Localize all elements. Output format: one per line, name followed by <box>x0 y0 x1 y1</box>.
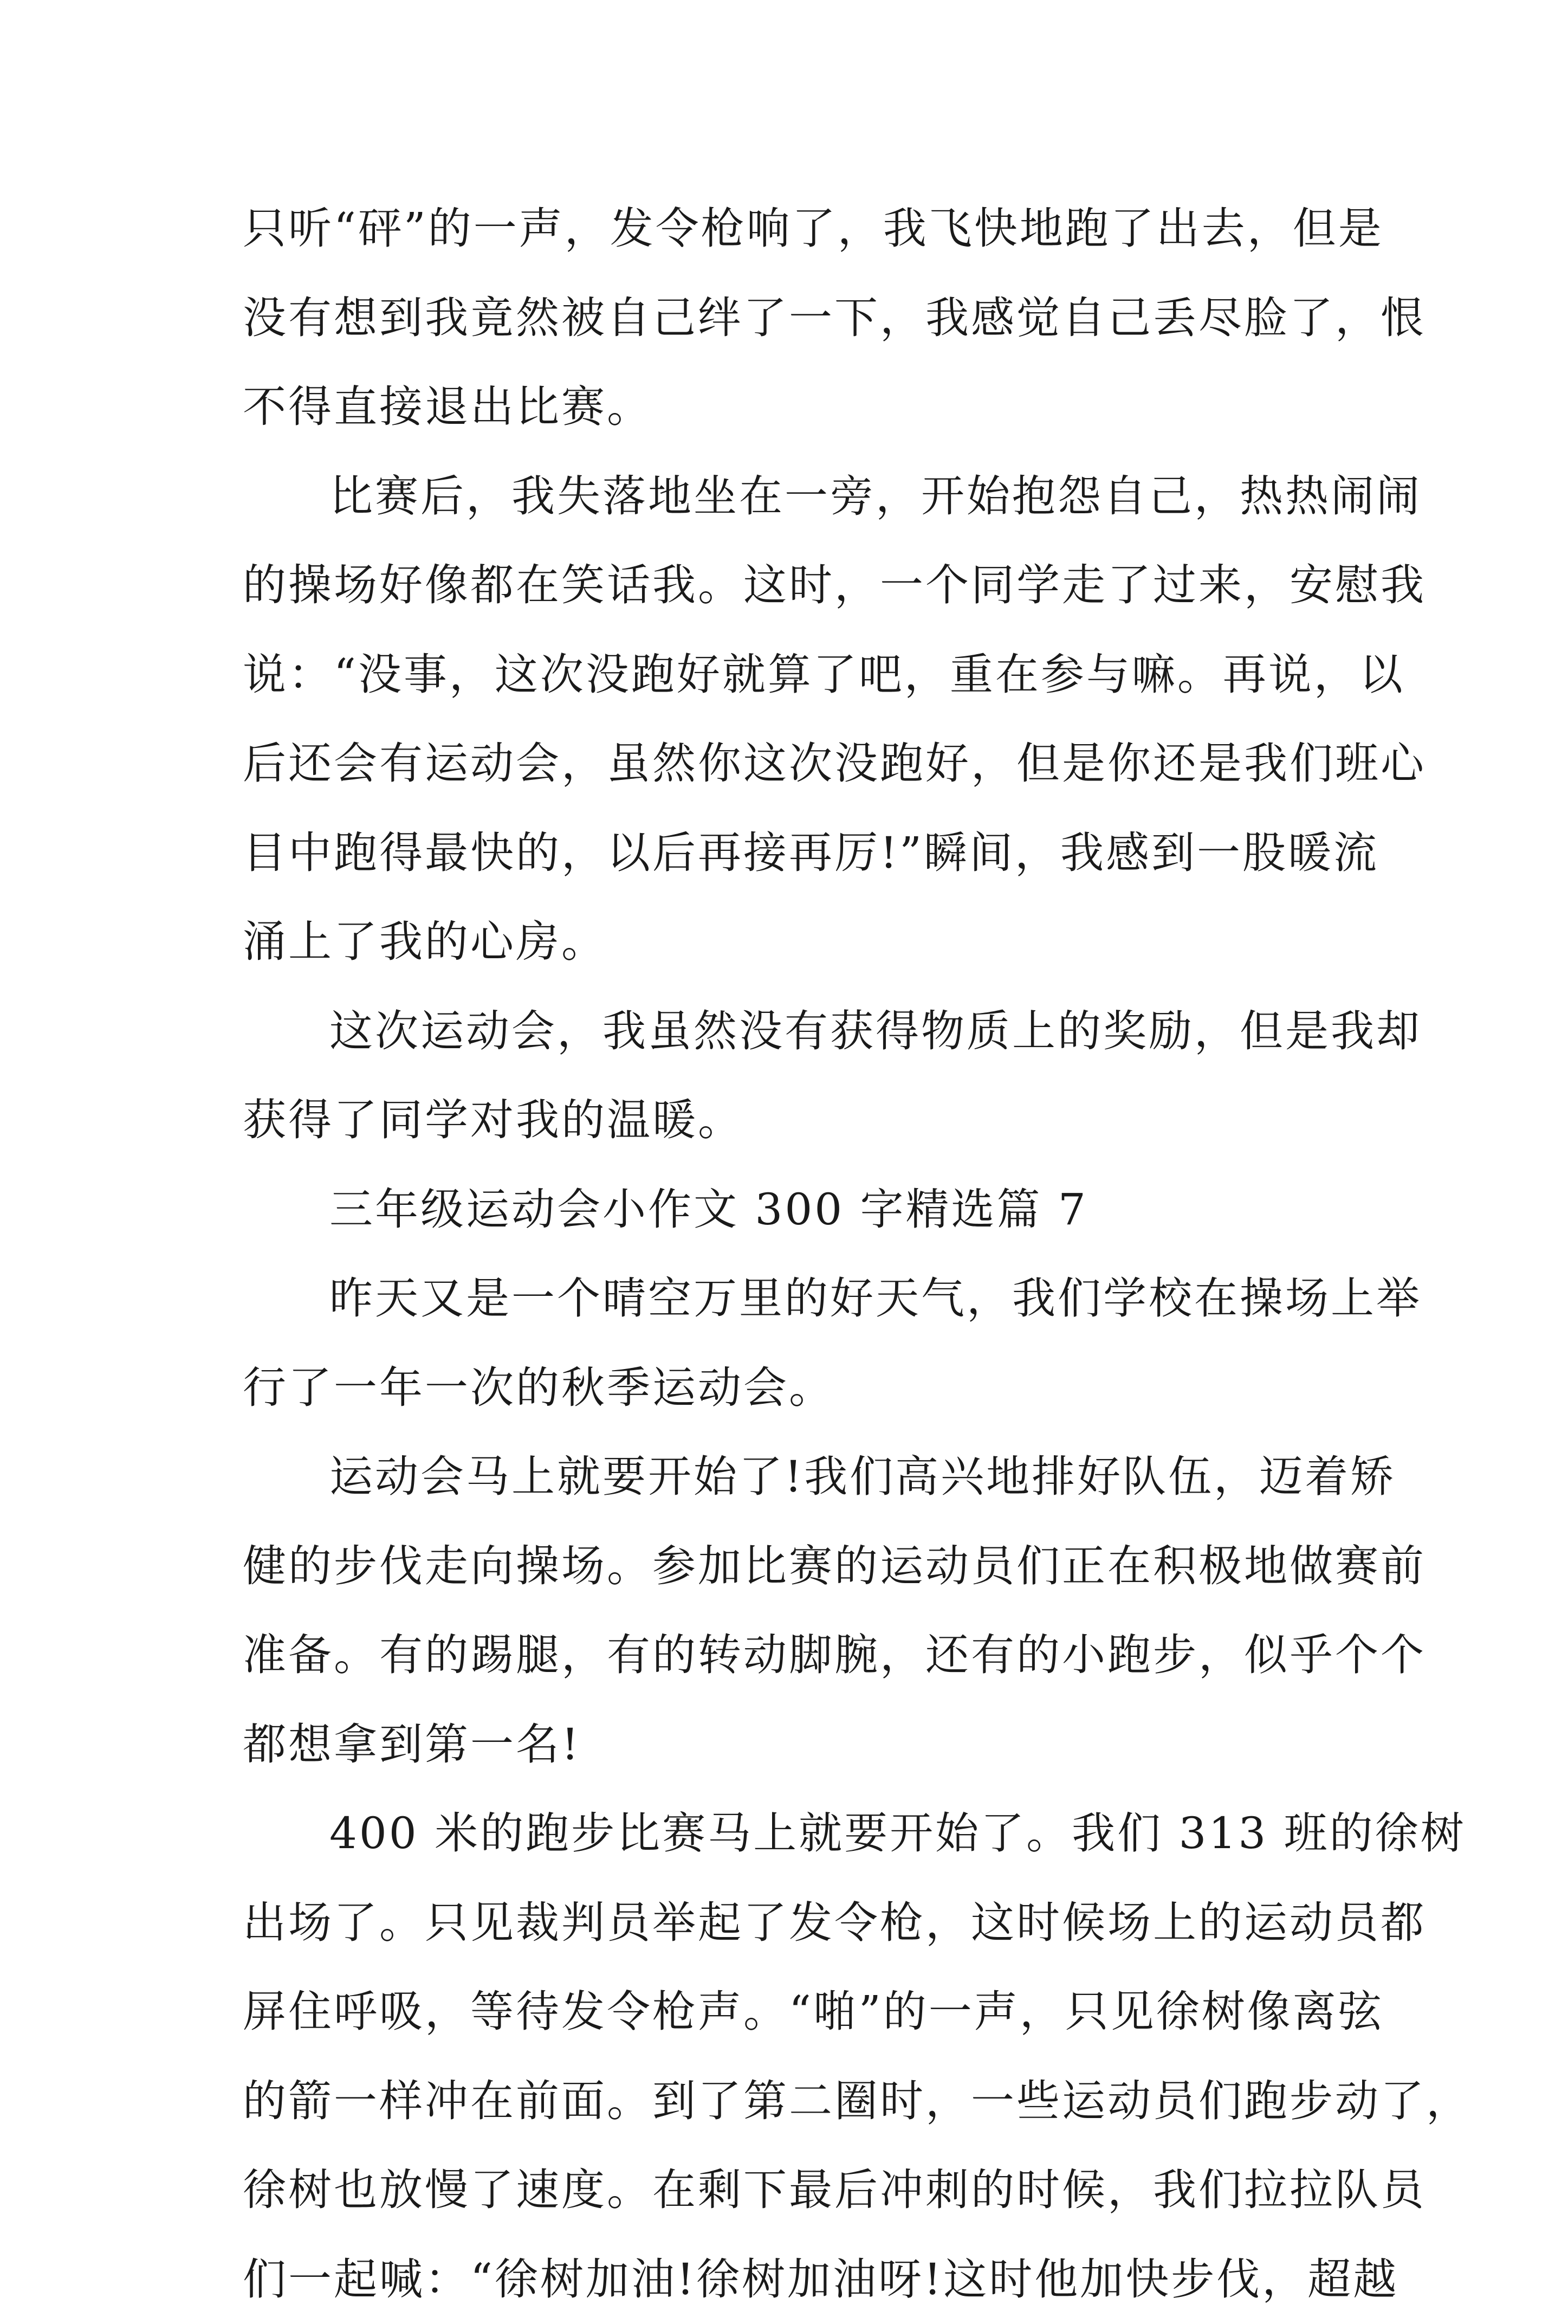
text-line: 说：“没事，这次没跑好就算了吧，重在参与嘛。再说，以 <box>243 630 1343 720</box>
text-line: 准备。有的踢腿，有的转动脚腕，还有的小跑步，似乎个个 <box>243 1611 1343 1700</box>
text-line: 不得直接退出比赛。 <box>243 363 1343 452</box>
text-line: 获得了同学对我的温暖。 <box>243 1076 1343 1165</box>
text-line: 比赛后，我失落地坐在一旁，开始抱怨自己，热热闹闹 <box>243 452 1343 541</box>
text-line: 昨天又是一个晴空万里的好天气，我们学校在操场上举 <box>243 1254 1343 1344</box>
text-line: 后还会有运动会，虽然你这次没跑好，但是你还是我们班心 <box>243 719 1343 809</box>
text-line: 三年级运动会小作文 300 字精选篇 7 <box>243 1165 1343 1255</box>
text-line: 没有想到我竟然被自己绊了一下，我感觉自己丢尽脸了，恨 <box>243 274 1343 363</box>
text-line: 屏住呼吸，等待发令枪声。“啪”的一声，只见徐树像离弦 <box>243 1967 1343 2057</box>
text-line: 行了一年一次的秋季运动会。 <box>243 1344 1343 1433</box>
text-line: 只听“砰”的一声，发令枪响了，我飞快地跑了出去，但是 <box>243 184 1343 274</box>
essay-text <box>243 184 1343 2324</box>
text-line: 这次运动会，我虽然没有获得物质上的奖励，但是我却 <box>243 987 1343 1076</box>
text-line: 们一起喊：“徐树加油!徐树加油呀!这时他加快步伐，超越 <box>243 2235 1343 2324</box>
text-line: 400 米的跑步比赛马上就要开始了。我们 313 班的徐树 <box>243 1789 1343 1878</box>
text-line: 徐树也放慢了速度。在剩下最后冲刺的时候，我们拉拉队员 <box>243 2146 1343 2235</box>
text-line: 目中跑得最快的，以后再接再厉!”瞬间，我感到一股暖流 <box>243 809 1343 898</box>
text-line: 的操场好像都在笑话我。这时，一个同学走了过来，安慰我 <box>243 541 1343 630</box>
text-line: 的箭一样冲在前面。到了第二圈时，一些运动员们跑步动了， <box>243 2057 1343 2146</box>
text-line: 运动会马上就要开始了!我们高兴地排好队伍，迈着矫 <box>243 1432 1343 1522</box>
text-line: 涌上了我的心房。 <box>243 898 1343 987</box>
text-line: 都想拿到第一名! <box>243 1700 1343 1790</box>
text-line: 出场了。只见裁判员举起了发令枪，这时候场上的运动员都 <box>243 1878 1343 1968</box>
text-line: 健的步伐走向操场。参加比赛的运动员们正在积极地做赛前 <box>243 1522 1343 1611</box>
